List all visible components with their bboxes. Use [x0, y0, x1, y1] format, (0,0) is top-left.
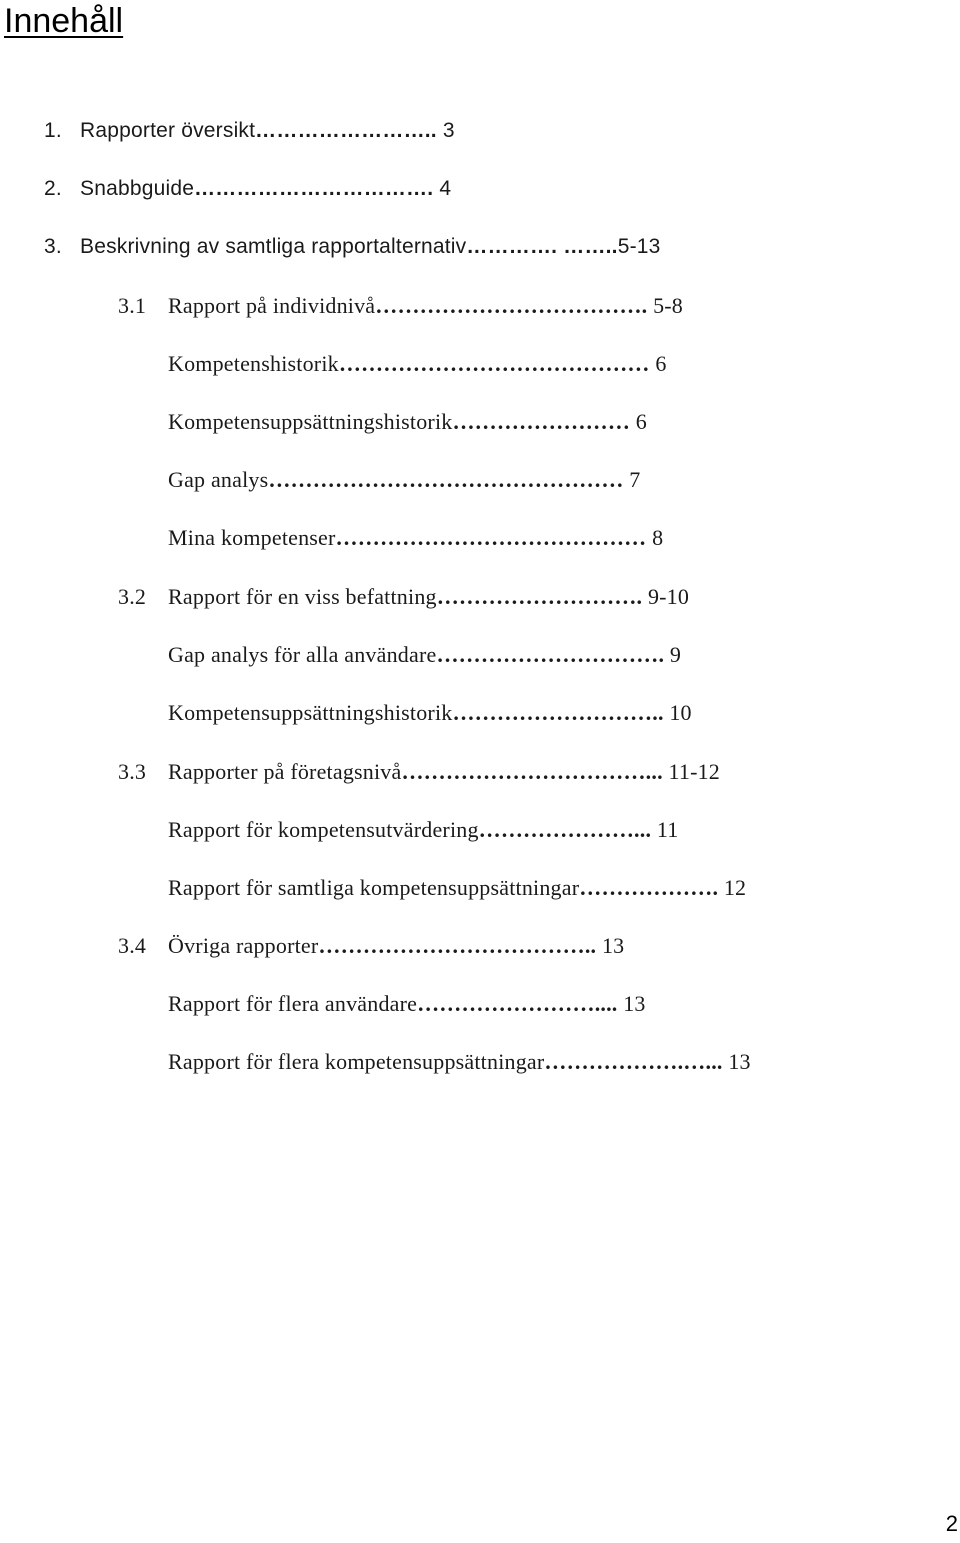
toc-leader-dots: ………………………………..: [318, 933, 597, 958]
toc-leader-dots: ……………………………………: [338, 351, 650, 376]
toc-entry-label: Kompetensuppsättningshistorik: [168, 700, 453, 725]
toc-entry-label: Mina kompetenser: [168, 525, 336, 550]
toc-entry-label: Kompetensuppsättningshistorik: [168, 409, 453, 434]
toc-entry-label: Beskrivning av samtliga rapportalternativ: [80, 235, 467, 258]
toc-entry-label: Snabbguide: [80, 177, 195, 200]
toc-entry-3-1[interactable]: [118, 293, 683, 319]
toc-leader-dots: ……………………………….: [375, 293, 648, 318]
toc-entry-page: 4: [439, 177, 452, 200]
toc-entry-page: 13: [728, 1049, 751, 1074]
toc-entry-page: 11-12: [668, 759, 720, 784]
toc-entry-label: Rapport på individnivå: [168, 293, 376, 318]
toc-entry-number: 3.2: [118, 584, 147, 609]
toc-entry-number: 3.1: [118, 293, 147, 318]
toc-entry-label: Rapport för flera kompetensuppsättningar: [168, 1049, 545, 1074]
toc-leader-dots: ………………………..: [452, 700, 664, 725]
toc-leader-dots: ……………………………...: [401, 759, 663, 784]
toc-entry-kompetensuppsattningshistorik-2[interactable]: [168, 700, 692, 726]
toc-entry-label: Rapport för en viss befattning: [168, 584, 437, 609]
toc-entry-3[interactable]: [44, 234, 661, 260]
toc-entry-label: Gap analys: [168, 467, 269, 492]
toc-entry-page: 11: [656, 817, 679, 842]
toc-entry-3-3[interactable]: [118, 759, 720, 785]
toc-leader-dots: …………………………….: [194, 177, 434, 200]
toc-entry-2[interactable]: [44, 176, 451, 202]
toc-leader-dots: ……………………………………: [335, 525, 647, 550]
toc-entry-number: 3.4: [118, 933, 147, 958]
toc-entry-page: 3: [442, 119, 455, 142]
toc-entry-page: 6: [635, 409, 647, 434]
toc-entry-gap-analys[interactable]: [168, 467, 640, 493]
toc-entry-number: 2.: [44, 177, 62, 200]
toc-entry-gap-analys-alla[interactable]: [168, 642, 681, 668]
toc-leader-dots: ……………….: [579, 875, 719, 900]
toc-entry-page: 13: [623, 991, 646, 1016]
toc-entry-page: 13: [601, 933, 625, 958]
toc-entry-label: Gap analys för alla användare: [168, 642, 437, 667]
toc-entry-page: 6: [655, 351, 667, 376]
toc-entry-label: Rapporter på företagsnivå: [168, 759, 402, 784]
toc-entry-label: Rapport för kompetensutvärdering: [168, 817, 479, 842]
toc-entry-page: 7: [629, 467, 641, 492]
toc-entry-number: 1.: [44, 119, 62, 142]
toc-entry-page: 12: [723, 875, 747, 900]
toc-leader-dots: ……………………..: [255, 119, 437, 142]
toc-entry-3-4[interactable]: [118, 933, 624, 959]
toc-entry-label: Kompetenshistorik: [168, 351, 339, 376]
toc-entry-number: 3.3: [118, 759, 147, 784]
toc-leader-dots: ……………………….: [436, 584, 643, 609]
toc-entry-label: Rapporter översikt: [80, 119, 256, 142]
toc-entry-flera-anvandare[interactable]: [168, 991, 646, 1017]
toc-entry-flera-kompetensuppsattningar[interactable]: [168, 1049, 751, 1075]
toc-entry-label: Rapport för samtliga kompetensuppsättningar: [168, 875, 580, 900]
toc-entry-page: 8: [652, 525, 664, 550]
toc-leader-dots: ……………….…...: [544, 1049, 723, 1074]
toc-entry-mina-kompetenser[interactable]: [168, 525, 663, 551]
toc-entry-label: Övriga rapporter: [168, 933, 319, 958]
toc-entry-page: 5-13: [617, 235, 661, 258]
toc-entry-1[interactable]: [44, 118, 455, 144]
page-number: 2: [945, 1511, 958, 1536]
toc-leader-dots: ……………………....: [417, 991, 618, 1016]
toc-leader-dots: …………………………………………: [268, 467, 624, 492]
toc-leader-dots: …………. ……..: [466, 235, 618, 258]
toc-leader-dots: …………………...: [478, 817, 652, 842]
toc-entry-label: Rapport för flera användare: [168, 991, 418, 1016]
toc-entry-kompetensutvardering[interactable]: [168, 817, 678, 843]
toc-entry-3-2[interactable]: [118, 584, 689, 610]
toc-entry-number: 3.: [44, 235, 62, 258]
toc-entry-page: 9: [669, 642, 682, 667]
toc-entry-samtliga-kompetensuppsattningar[interactable]: [168, 875, 746, 901]
toc-leader-dots: ……………………: [452, 409, 631, 434]
toc-entry-page: 5-8: [653, 293, 684, 318]
toc-entry-kompetensuppsattningshistorik[interactable]: [168, 409, 647, 435]
toc-leader-dots: ………………………….: [436, 642, 665, 667]
toc-entry-kompetenshistorik[interactable]: [168, 351, 667, 377]
toc-entry-page: 9-10: [647, 584, 690, 609]
page-title: Innehåll: [4, 2, 124, 40]
toc-entry-page: 10: [669, 700, 692, 725]
